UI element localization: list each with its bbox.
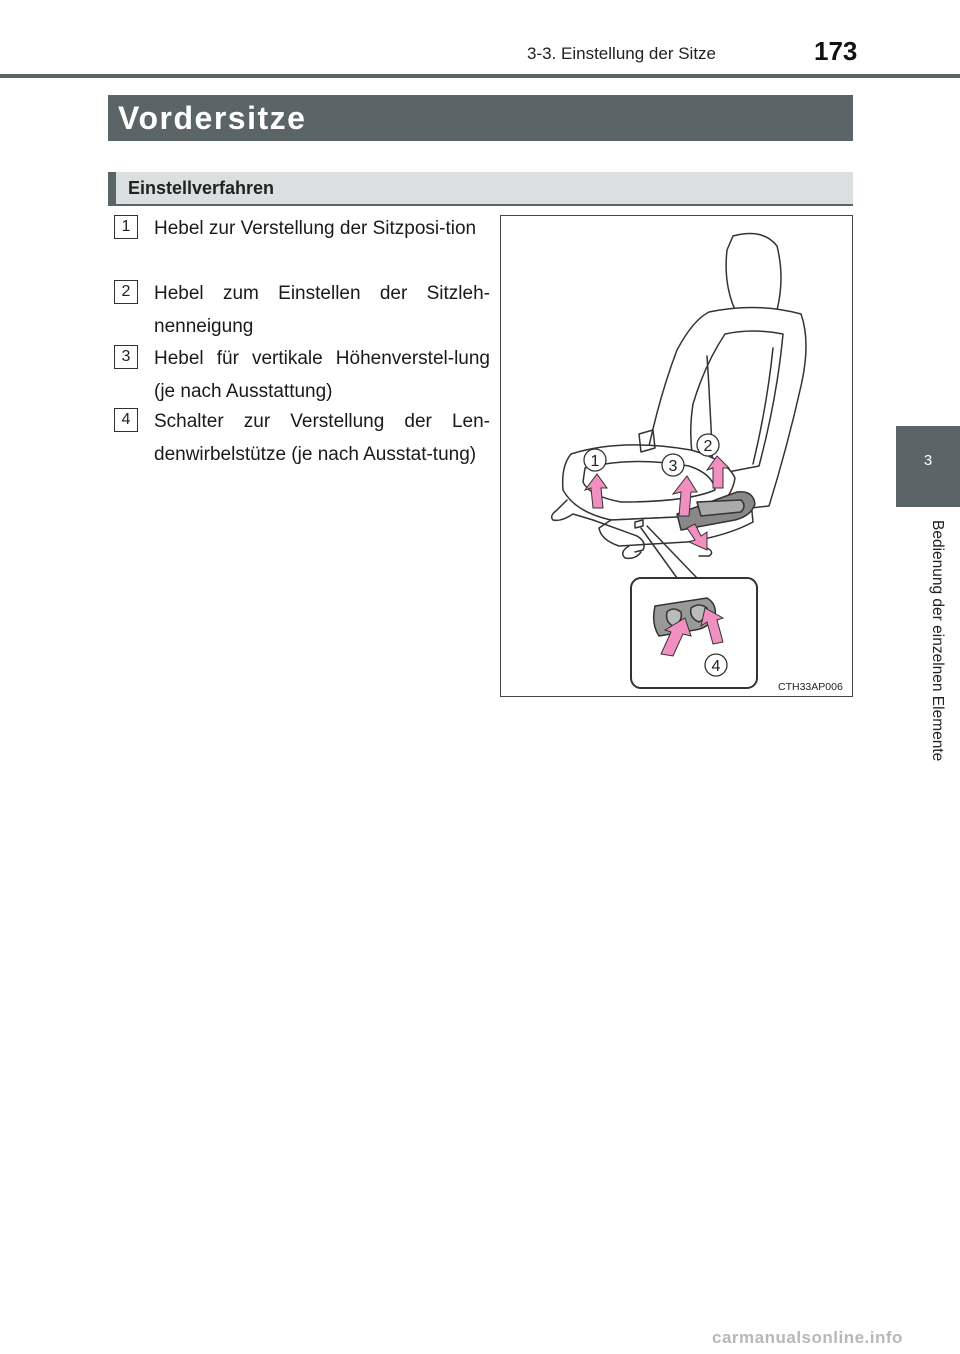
item-text: Hebel zum Einstellen der Sitzleh-nenneigung bbox=[154, 283, 490, 337]
item-number: 1 bbox=[114, 215, 138, 239]
chapter-title: Bedienung der einzelnen Elemente bbox=[929, 520, 946, 762]
callout-4-label: 4 bbox=[711, 658, 721, 675]
item-number: 2 bbox=[114, 280, 138, 304]
section-reference: 3-3. Einstellung der Sitze bbox=[527, 44, 716, 63]
figure-code: CTH33AP006 bbox=[778, 681, 843, 693]
item-text: Schalter zur Verstellung der Len-denwirbelstütze (je nach Ausstat-tung) bbox=[154, 411, 490, 465]
page-number: 173 bbox=[814, 36, 858, 66]
item-number: 4 bbox=[114, 408, 138, 432]
header-rule bbox=[0, 74, 960, 78]
subtitle: Einstellverfahren bbox=[128, 178, 275, 198]
item-number: 3 bbox=[114, 345, 138, 369]
watermark: carmanualsonline.info bbox=[712, 1328, 903, 1347]
item-text: Hebel für vertikale Höhenverstel-lung (je nach Ausstattung) bbox=[154, 348, 490, 402]
subtitle-bar bbox=[108, 172, 853, 206]
chapter-number: 3 bbox=[923, 452, 933, 469]
chapter-tab bbox=[896, 426, 960, 506]
chapter-tab-rule bbox=[896, 506, 960, 507]
page-title: Vordersitze bbox=[108, 95, 853, 141]
callout-2-label: 2 bbox=[703, 438, 713, 455]
callout-3-label: 3 bbox=[668, 458, 678, 475]
seat-drawing bbox=[501, 216, 854, 698]
seat-illustration bbox=[500, 215, 853, 697]
item-text: Hebel zur Verstellung der Sitzposi-tion bbox=[154, 218, 477, 239]
callout-1-label: 1 bbox=[590, 453, 600, 470]
